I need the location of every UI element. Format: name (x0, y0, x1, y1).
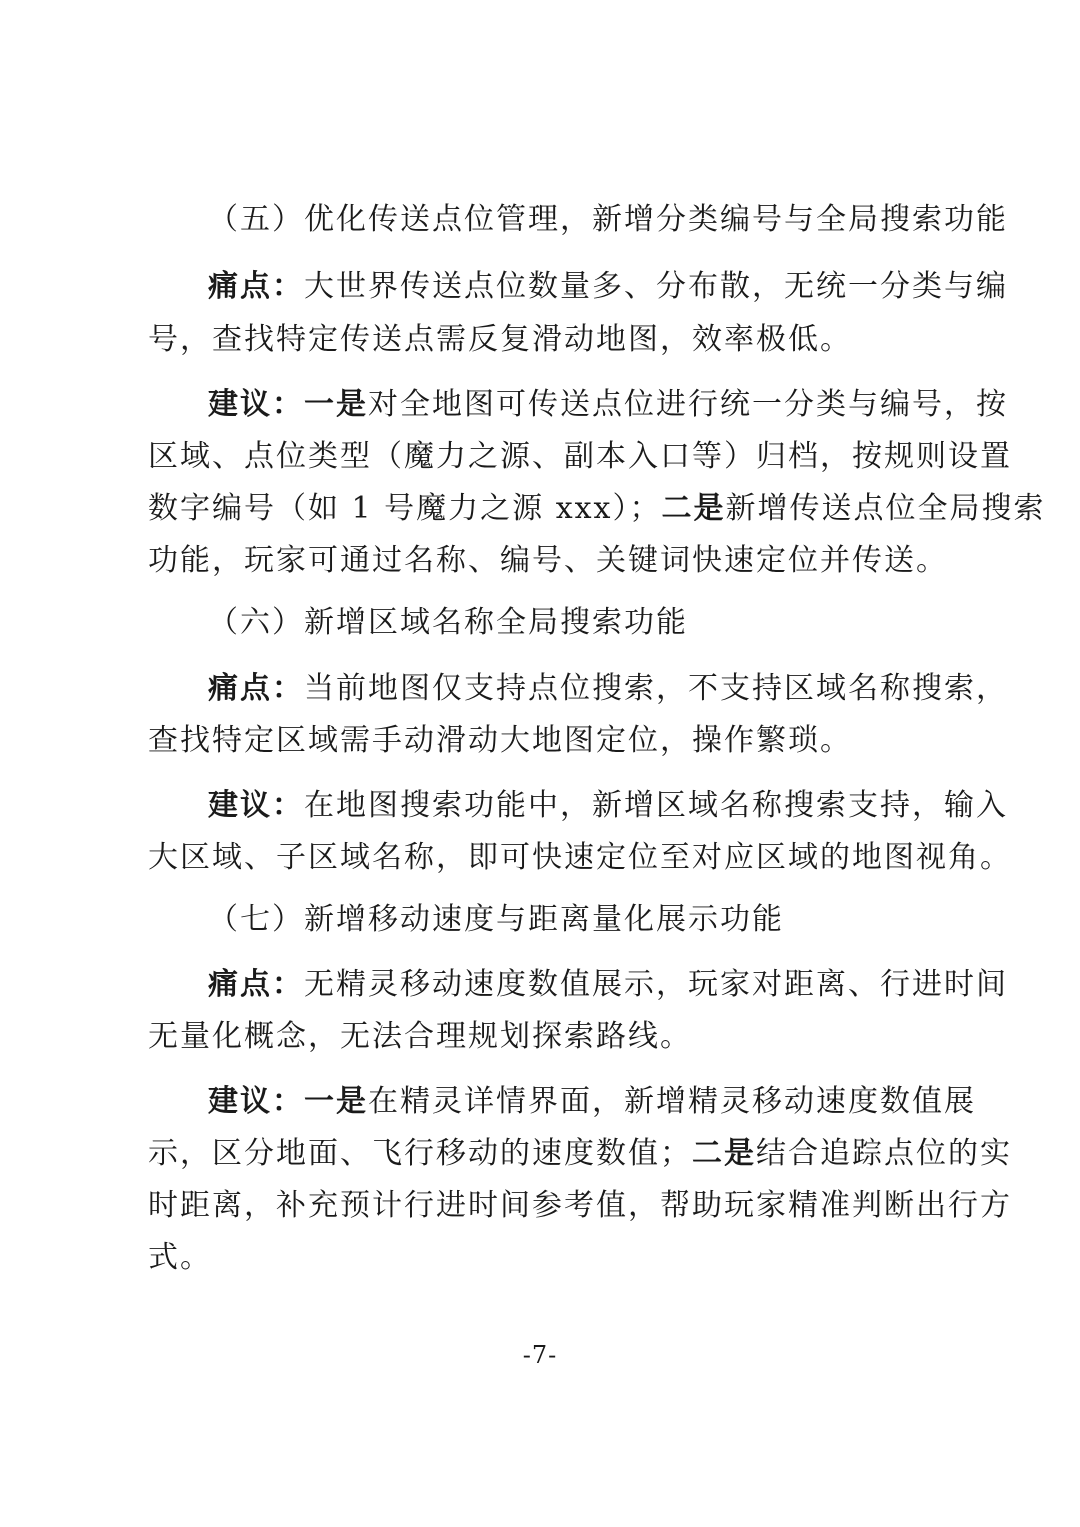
pain-point-label: 痛点： (208, 671, 304, 706)
paragraph-line (148, 1186, 1012, 1226)
first-point-label: 一是 (304, 1084, 368, 1119)
paragraph-text: 结合追踪点位的实 (756, 1136, 1012, 1171)
paragraph-text: 大世界传送点位数量多、分布散，无统一分类与编 (304, 269, 1008, 304)
paragraph-text: 功能，玩家可通过名称、编号、关键词快速定位并传送。 (148, 543, 948, 578)
paragraph-line (148, 1017, 692, 1057)
suggestion-paragraph (208, 786, 1008, 826)
suggestion-label: 建议： (208, 788, 304, 823)
paragraph-text: 无精灵移动速度数值展示，玩家对距离、行进时间 (304, 967, 1008, 1002)
paragraph-text: 号，查找特定传送点需反复滑动地图，效率极低。 (148, 322, 852, 357)
suggestion-label: 建议： (208, 1084, 304, 1119)
paragraph-line (148, 541, 948, 581)
paragraph-line (148, 489, 1045, 529)
paragraph-text: 区域、点位类型（魔力之源、副本入口等）归档，按规则设置 (148, 439, 1012, 474)
paragraph-line (148, 1238, 212, 1278)
section-heading (208, 200, 1008, 240)
paragraph-text: 对全地图可传送点位进行统一分类与编号，按 (368, 387, 1008, 422)
paragraph-line (148, 437, 1012, 477)
paragraph-text: 数字编号（如 1 号魔力之源 xxx）； (148, 491, 662, 526)
section-heading (208, 603, 688, 643)
pain-point-paragraph (208, 965, 1008, 1005)
section-heading-text: （七）新增移动速度与距离量化展示功能 (208, 902, 784, 937)
paragraph-text: 在精灵详情界面，新增精灵移动速度数值展 (368, 1084, 976, 1119)
first-point-label: 一是 (304, 387, 368, 422)
section-heading (208, 900, 784, 940)
paragraph-line (148, 721, 852, 761)
second-point-label: 二是 (692, 1136, 756, 1171)
section-heading-text: （六）新增区域名称全局搜索功能 (208, 605, 688, 640)
second-point-label: 二是 (661, 491, 726, 526)
paragraph-text: 查找特定区域需手动滑动大地图定位，操作繁琐。 (148, 723, 852, 758)
paragraph-line (148, 838, 1012, 878)
paragraph-text: 大区域、子区域名称，即可快速定位至对应区域的地图视角。 (148, 840, 1012, 875)
paragraph-text: 无量化概念，无法合理规划探索路线。 (148, 1019, 692, 1054)
pain-point-label: 痛点： (208, 967, 304, 1002)
paragraph-line (148, 320, 852, 360)
section-heading-text: （五）优化传送点位管理，新增分类编号与全局搜索功能 (208, 202, 1008, 237)
paragraph-line (148, 1134, 1012, 1174)
paragraph-text: 新增传送点位全局搜索 (725, 491, 1046, 526)
paragraph-text: 式。 (148, 1240, 212, 1275)
pain-point-label: 痛点： (208, 269, 304, 304)
pain-point-paragraph (208, 669, 1008, 709)
suggestion-paragraph (208, 1082, 976, 1122)
suggestion-paragraph (208, 385, 1008, 425)
page-number: -7- (522, 1341, 558, 1369)
paragraph-text: 示，区分地面、飞行移动的速度数值； (148, 1136, 692, 1171)
suggestion-label: 建议： (208, 387, 304, 422)
paragraph-text: 当前地图仅支持点位搜索，不支持区域名称搜索， (304, 671, 1008, 706)
pain-point-paragraph (208, 267, 1008, 307)
paragraph-text: 在地图搜索功能中，新增区域名称搜索支持，输入 (304, 788, 1008, 823)
paragraph-text: 时距离，补充预计行进时间参考值，帮助玩家精准判断出行方 (148, 1188, 1012, 1223)
